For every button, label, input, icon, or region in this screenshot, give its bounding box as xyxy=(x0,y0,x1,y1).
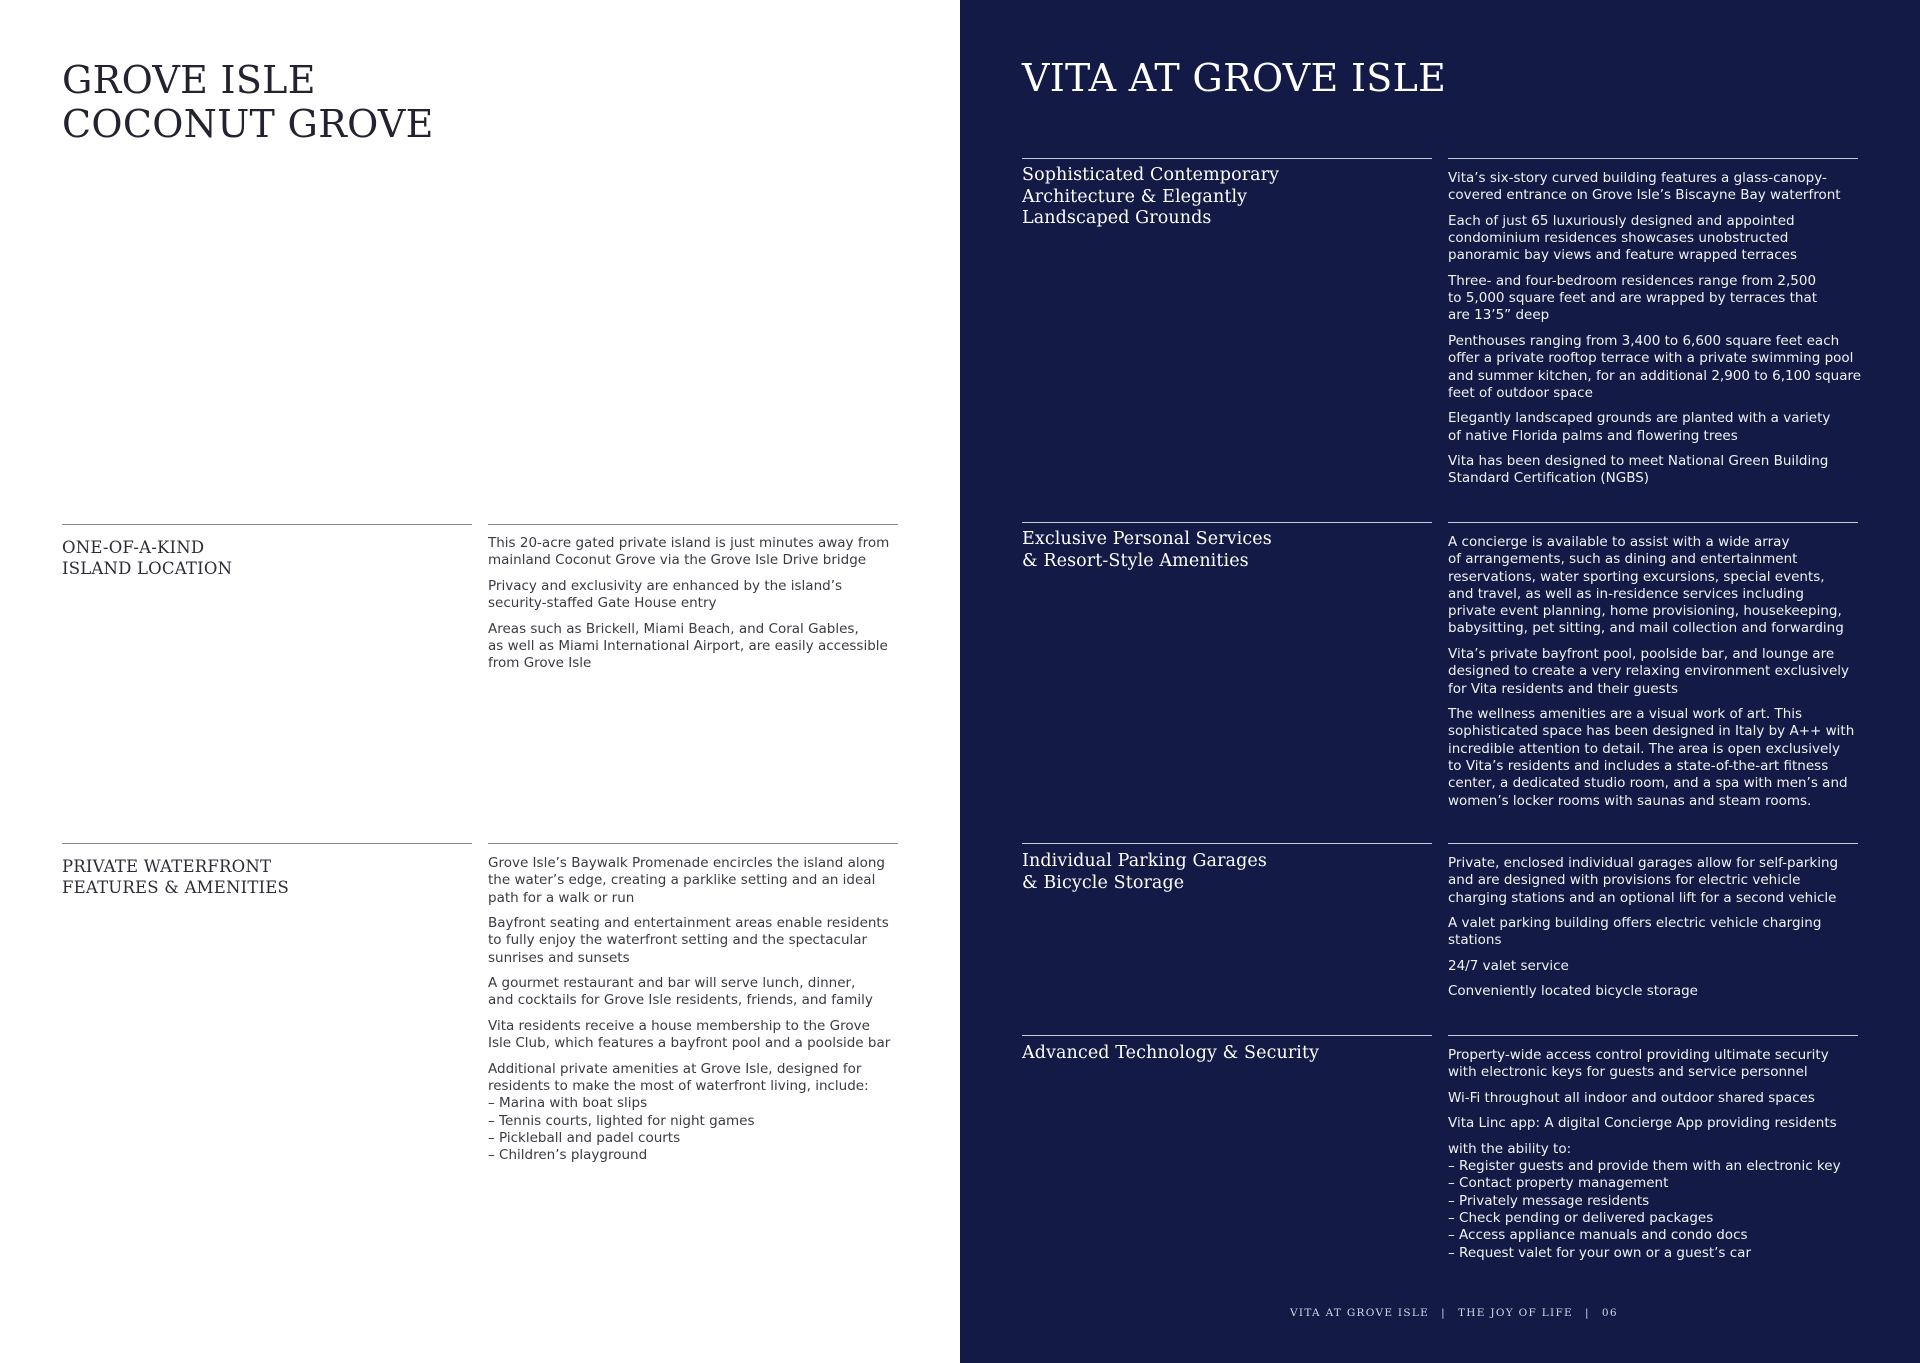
footer-separator: | xyxy=(1585,1307,1590,1319)
list-item: – Contact property management xyxy=(1448,1175,1669,1192)
text-line: Penthouses ranging from 3,400 to 6,600 square feet each xyxy=(1448,332,1840,349)
text-line: Property-wide access control providing ultimate security xyxy=(1448,1047,1829,1063)
text-line: reservations, water sporting excursions, special events, xyxy=(1448,568,1825,585)
text-line: feet of outdoor space xyxy=(1448,384,1593,401)
text-line: to fully enjoy the waterfront setting and the spectacular xyxy=(488,932,868,949)
paragraph xyxy=(488,578,889,613)
section-divider xyxy=(1448,843,1858,844)
list-item: – Children’s playground xyxy=(488,1147,648,1164)
text-line: Vita residents receive a house membership to the Grove xyxy=(488,1017,870,1034)
text-line: and cocktails for Grove Isle residents, friends, and family xyxy=(488,992,873,1009)
paragraph xyxy=(1448,915,1838,950)
text-line: of native Florida palms and flowering trees xyxy=(1448,427,1738,444)
text-line: Private, enclosed individual garages allow for self-parking xyxy=(1448,855,1839,871)
text-line: with electronic keys for guests and service personnel xyxy=(1448,1064,1808,1081)
paragraph xyxy=(488,1061,890,1165)
text-line: Vita’s six-story curved building features a glass-canopy- xyxy=(1448,170,1827,186)
text-line: Elegantly landscaped grounds are planted with a variety xyxy=(1448,410,1831,427)
list-item: – Tennis courts, lighted for night games xyxy=(488,1112,755,1129)
text-line: Vita’s private bayfront pool, poolside bar, and lounge are xyxy=(1448,645,1835,662)
paragraph xyxy=(1448,273,1861,325)
section-body-waterfront-amenities xyxy=(488,855,890,1173)
text-line: Areas such as Brickell, Miami Beach, and Coral Gables, xyxy=(488,620,859,637)
paragraph xyxy=(488,621,889,673)
paragraph xyxy=(1448,170,1861,205)
section-title-line: & Resort-Style Amenities xyxy=(1022,550,1249,571)
text-line: are 13’5” deep xyxy=(1448,307,1550,324)
section-title-line: Landscaped Grounds xyxy=(1022,208,1212,228)
section-title-parking xyxy=(1022,851,1267,894)
text-line: A gourmet restaurant and bar will serve lunch, dinner, xyxy=(488,975,856,992)
text-line: and travel, as well as in-residence services including xyxy=(1448,585,1804,602)
paragraph xyxy=(1448,213,1861,265)
text-line: Additional private amenities at Grove Isle, designed for xyxy=(488,1060,862,1077)
page-title-line: COCONUT GROVE xyxy=(62,102,434,147)
section-title-services xyxy=(1022,529,1272,572)
text-line: condominium residences showcases unobstructed xyxy=(1448,230,1789,247)
section-title-island-location xyxy=(62,537,232,579)
page-footer xyxy=(1290,1307,1618,1319)
section-title-architecture xyxy=(1022,165,1279,230)
paragraph xyxy=(1448,983,1838,1000)
text-line: Isle Club, which features a bayfront pool and a poolside bar xyxy=(488,1035,891,1052)
right-page xyxy=(960,0,1920,1363)
section-divider xyxy=(1448,158,1858,159)
section-divider xyxy=(488,843,898,844)
paragraph xyxy=(1448,706,1854,810)
text-line: of arrangements, such as dining and entertainment xyxy=(1448,551,1798,568)
text-line: Standard Certification (NGBS) xyxy=(1448,470,1650,487)
section-divider xyxy=(1022,1035,1432,1036)
text-line: Three- and four-bedroom residences range from 2,500 xyxy=(1448,272,1817,289)
paragraph xyxy=(1448,646,1854,698)
section-body-services xyxy=(1448,534,1854,818)
paragraph xyxy=(1448,1115,1841,1132)
paragraph xyxy=(1448,855,1838,907)
paragraph xyxy=(488,535,889,570)
text-line: designed to create a very relaxing environment exclusively xyxy=(1448,663,1850,680)
section-title-line: Architecture & Elegantly xyxy=(1022,186,1248,207)
text-line: sophisticated space has been designed in Italy by A++ with xyxy=(1448,723,1855,740)
text-line: as well as Miami International Airport, are easily accessible xyxy=(488,637,888,654)
list-item: – Register guests and provide them with an electronic key xyxy=(1448,1158,1841,1175)
text-line: residents to make the most of waterfront living, include: xyxy=(488,1078,869,1095)
text-line: panoramic bay views and feature wrapped terraces xyxy=(1448,247,1798,264)
section-title-line: ISLAND LOCATION xyxy=(62,559,233,578)
text-line: sunrises and sunsets xyxy=(488,949,630,966)
section-divider xyxy=(488,524,898,525)
text-line: security-staffed Gate House entry xyxy=(488,595,717,612)
text-line: Conveniently located bicycle storage xyxy=(1448,983,1698,1000)
section-divider xyxy=(1022,843,1432,844)
paragraph xyxy=(1448,958,1838,975)
text-line: Wi-Fi throughout all indoor and outdoor shared spaces xyxy=(1448,1089,1815,1106)
list-item: – Check pending or delivered packages xyxy=(1448,1209,1714,1226)
list-item: – Access appliance manuals and condo docs xyxy=(1448,1227,1748,1244)
text-line: to 5,000 square feet and are wrapped by terraces that xyxy=(1448,290,1818,307)
section-divider xyxy=(1448,1035,1858,1036)
paragraph xyxy=(1448,453,1861,488)
footer-separator: | xyxy=(1441,1307,1446,1319)
section-title-technology xyxy=(1022,1043,1319,1065)
list-item: – Privately message residents xyxy=(1448,1192,1650,1209)
section-title-line: ONE-OF-A-KIND xyxy=(62,538,205,557)
text-line: and are designed with provisions for electric vehicle xyxy=(1448,872,1801,889)
text-line: path for a walk or run xyxy=(488,889,635,906)
text-line: charging stations and an optional lift for a second vehicle xyxy=(1448,889,1837,906)
text-line: offer a private rooftop terrace with a private swimming pool xyxy=(1448,350,1854,367)
section-body-architecture xyxy=(1448,170,1861,496)
text-line: 24/7 valet service xyxy=(1448,957,1569,974)
text-line: incredible attention to detail. The area is open exclusively xyxy=(1448,740,1840,757)
section-divider xyxy=(1448,522,1858,523)
paragraph xyxy=(488,855,890,907)
text-line: mainland Coconut Grove via the Grove Isle Drive bridge xyxy=(488,552,867,569)
text-line: Privacy and exclusivity are enhanced by the island’s xyxy=(488,577,843,594)
paragraph xyxy=(1448,410,1861,445)
section-title-line: FEATURES & AMENITIES xyxy=(62,878,290,897)
section-body-parking xyxy=(1448,855,1838,1009)
paragraph xyxy=(488,975,890,1010)
paragraph xyxy=(488,1018,890,1053)
section-body-island-location xyxy=(488,535,889,681)
text-line: the water’s edge, creating a parklike setting and an ideal xyxy=(488,872,876,889)
paragraph xyxy=(1448,1141,1841,1262)
text-line: The wellness amenities are a visual work of art. This xyxy=(1448,706,1803,723)
page-title xyxy=(62,58,434,147)
section-title-line: Advanced Technology & Security xyxy=(1022,1043,1320,1063)
paragraph xyxy=(1448,1090,1841,1107)
footer-tagline: THE JOY OF LIFE xyxy=(1457,1307,1574,1319)
text-line: Each of just 65 luxuriously designed and appointed xyxy=(1448,212,1795,229)
section-divider xyxy=(1022,522,1432,523)
section-title-line: PRIVATE WATERFRONT xyxy=(62,857,272,876)
section-title-line: Sophisticated Contemporary xyxy=(1022,165,1280,185)
text-line: from Grove Isle xyxy=(488,655,592,672)
paragraph xyxy=(1448,1047,1841,1082)
paragraph xyxy=(488,915,890,967)
text-line: Grove Isle’s Baywalk Promenade encircles the island along xyxy=(488,855,885,871)
text-line: This 20-acre gated private island is just minutes away from xyxy=(488,535,890,551)
page-number: 06 xyxy=(1601,1307,1618,1319)
text-line: private event planning, home provisioning, housekeeping, xyxy=(1448,603,1842,620)
text-line: center, a dedicated studio room, and a spa with men’s and xyxy=(1448,775,1848,792)
text-line: A concierge is available to assist with a wide array xyxy=(1448,534,1790,550)
text-line: with the ability to: xyxy=(1448,1140,1572,1157)
text-line: Vita Linc app: A digital Concierge App providing residents xyxy=(1448,1115,1837,1132)
page-title: VITA AT GROVE ISLE xyxy=(1022,56,1447,100)
text-line: Bayfront seating and entertainment areas enable residents xyxy=(488,915,889,932)
section-title-line: & Bicycle Storage xyxy=(1022,872,1185,893)
text-line: covered entrance on Grove Isle’s Biscayne Bay waterfront xyxy=(1448,187,1841,204)
list-item: – Pickleball and padel courts xyxy=(488,1129,681,1146)
list-item: – Marina with boat slips xyxy=(488,1095,648,1112)
list-item: – Request valet for your own or a guest’s car xyxy=(1448,1244,1752,1261)
footer-brand: VITA AT GROVE ISLE xyxy=(1290,1307,1430,1319)
section-title-waterfront-amenities xyxy=(62,856,289,898)
section-divider xyxy=(1022,158,1432,159)
page-title-line: GROVE ISLE xyxy=(62,58,316,102)
section-body-technology xyxy=(1448,1047,1841,1270)
text-line: babysitting, pet sitting, and mail collection and forwarding xyxy=(1448,620,1844,637)
section-title-line: Exclusive Personal Services xyxy=(1022,529,1272,549)
section-divider xyxy=(62,524,472,525)
text-line: women’s locker rooms with saunas and steam rooms. xyxy=(1448,792,1812,809)
text-line: and summer kitchen, for an additional 2,900 to 6,100 square xyxy=(1448,367,1862,384)
text-line: A valet parking building offers electric vehicle charging xyxy=(1448,915,1822,932)
text-line: Vita has been designed to meet National Green Building xyxy=(1448,453,1829,470)
text-line: to Vita’s residents and includes a state-of-the-art fitness xyxy=(1448,757,1829,774)
section-title-line: Individual Parking Garages xyxy=(1022,851,1267,871)
text-line: for Vita residents and their guests xyxy=(1448,680,1679,697)
section-divider xyxy=(62,843,472,844)
paragraph xyxy=(1448,333,1861,402)
text-line: stations xyxy=(1448,932,1502,949)
paragraph xyxy=(1448,534,1854,638)
